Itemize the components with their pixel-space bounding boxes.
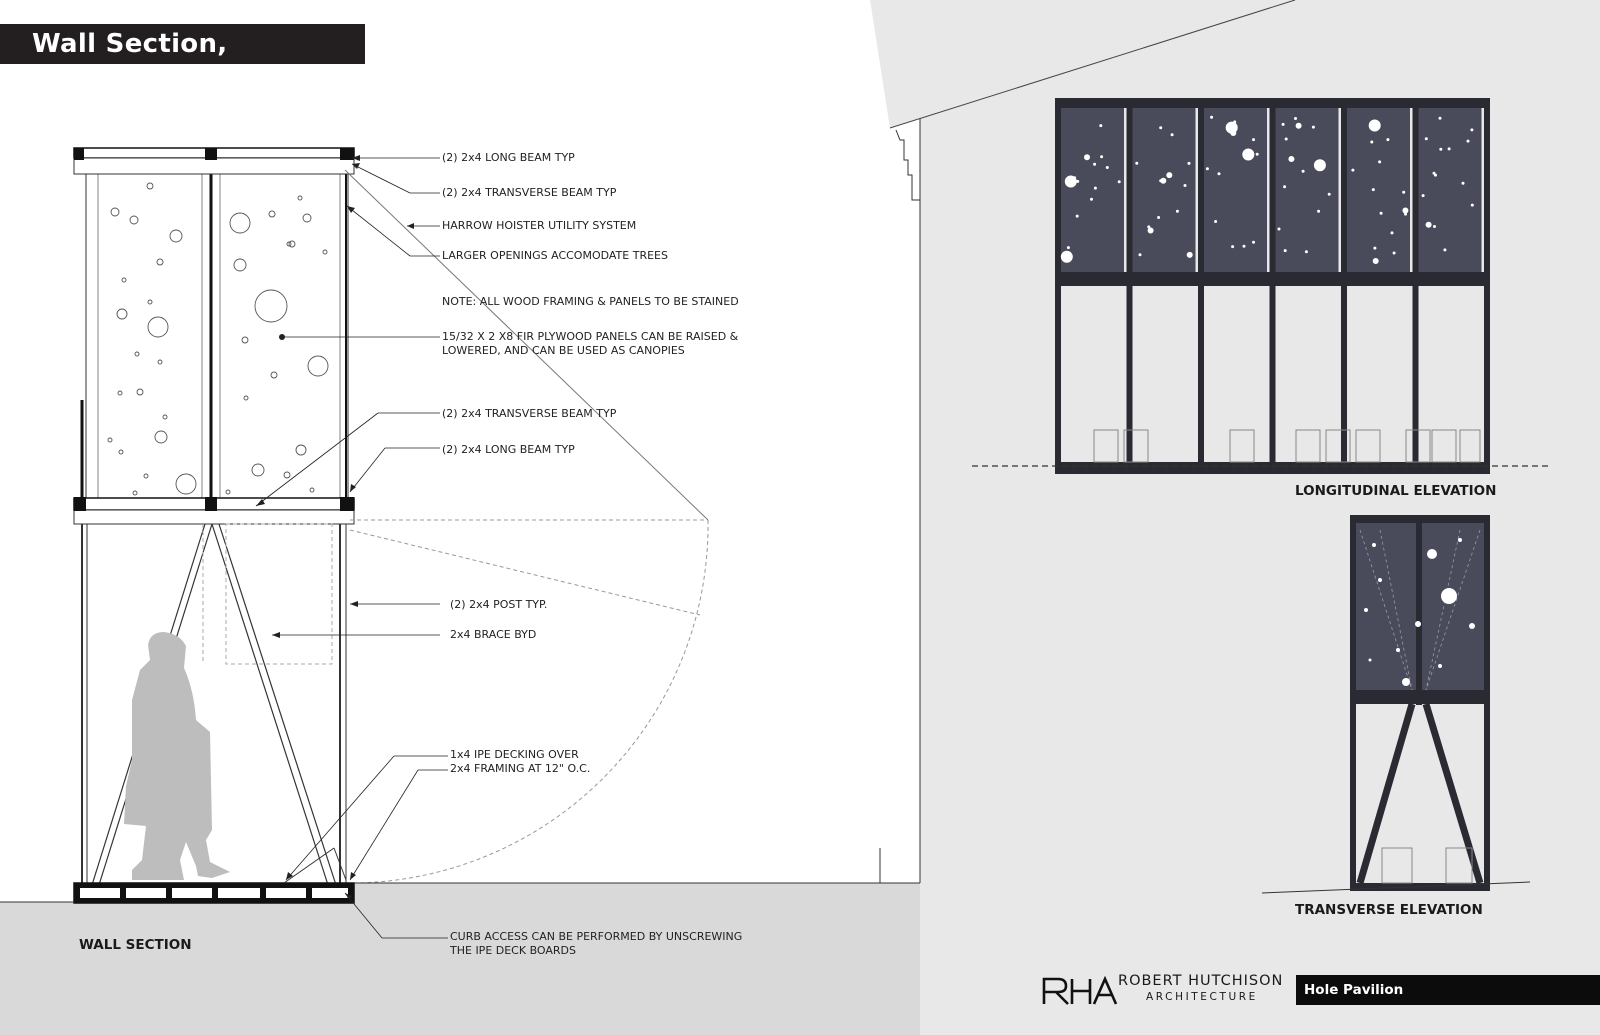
longitudinal-hole: [1090, 198, 1093, 201]
longitudinal-hole: [1233, 122, 1236, 125]
longitudinal-post: [1270, 98, 1276, 474]
longitudinal-hole: [1373, 258, 1379, 264]
longitudinal-hole: [1157, 216, 1160, 219]
longitudinal-hole: [1252, 138, 1255, 141]
longitudinal-panel: [1346, 108, 1410, 272]
longitudinal-hole: [1351, 169, 1354, 172]
longitudinal-hole: [1433, 225, 1436, 228]
longitudinal-hole: [1067, 246, 1070, 249]
firm-name: ROBERT HUTCHISON: [1118, 973, 1284, 989]
longitudinal-hole: [1443, 248, 1446, 251]
longitudinal-hole: [1076, 215, 1079, 218]
callout-stain-note: NOTE: ALL WOOD FRAMING & PANELS TO BE STAINED: [442, 295, 739, 308]
longitudinal-hole: [1386, 138, 1389, 141]
wall-section-label: WALL SECTION: [79, 937, 192, 953]
longitudinal-hole: [1402, 208, 1408, 214]
longitudinal-hole: [1439, 117, 1442, 120]
ground-band: [0, 883, 920, 1035]
longitudinal-hole: [1106, 166, 1109, 169]
longitudinal-hole: [1210, 116, 1213, 119]
longitudinal-elevation-label: LONGITUDINAL ELEVATION: [1295, 483, 1497, 499]
longitudinal-post: [1127, 98, 1133, 474]
longitudinal-hole: [1283, 185, 1286, 188]
longitudinal-hole: [1288, 156, 1294, 162]
longitudinal-hole: [1100, 155, 1103, 158]
longitudinal-hole: [1256, 153, 1259, 156]
longitudinal-panel: [1418, 108, 1482, 272]
longitudinal-hole: [1285, 138, 1288, 141]
longitudinal-hole: [1159, 179, 1162, 182]
longitudinal-post: [1413, 98, 1419, 474]
longitudinal-post: [1484, 98, 1490, 474]
longitudinal-hole: [1278, 228, 1281, 231]
longitudinal-hole: [1139, 253, 1142, 256]
callout-hoister: HARROW HOISTER UTILITY SYSTEM: [442, 219, 637, 232]
transverse-elevation-label: TRANSVERSE ELEVATION: [1295, 902, 1483, 918]
longitudinal-hole: [1422, 194, 1425, 197]
longitudinal-hole: [1188, 162, 1191, 165]
longitudinal-hole: [1166, 172, 1172, 178]
longitudinal-hole: [1467, 140, 1470, 143]
upper-panels: [82, 150, 348, 523]
longitudinal-elevation-drawing: [890, 0, 1600, 474]
longitudinal-hole: [1471, 204, 1474, 207]
callout-plywood: 15/32 X 2 X8 FIR PLYWOOD PANELS CAN BE RAISED & LOWERED, AND CAN BE USED AS CANOPIES: [442, 330, 739, 357]
longitudinal-hole: [1314, 159, 1326, 171]
longitudinal-hole: [1230, 130, 1236, 136]
project-name: Hole Pavilion: [1304, 982, 1404, 998]
longitudinal-hole: [1373, 247, 1376, 250]
longitudinal-hole: [1218, 172, 1221, 175]
firm-subtitle: ARCHITECTURE: [1146, 991, 1258, 1003]
longitudinal-hole: [1305, 250, 1308, 253]
longitudinal-hole: [1214, 220, 1217, 223]
longitudinal-hole: [1433, 172, 1436, 175]
longitudinal-hole: [1094, 187, 1097, 190]
longitudinal-hole: [1391, 231, 1394, 234]
callout-long-beam-top: (2) 2x4 LONG BEAM TYP: [442, 151, 575, 164]
longitudinal-hole: [1061, 251, 1073, 263]
longitudinal-hole: [1393, 252, 1396, 255]
longitudinal-hole: [1148, 228, 1154, 234]
longitudinal-panel: [1132, 108, 1196, 272]
longitudinal-hole: [1243, 245, 1246, 248]
longitudinal-hole: [1302, 170, 1305, 173]
callout-transverse-beam-top: (2) 2x4 TRANSVERSE BEAM TYP: [442, 186, 617, 199]
longitudinal-hole: [1312, 126, 1315, 129]
longitudinal-hole: [1380, 212, 1383, 215]
longitudinal-hole: [1402, 191, 1405, 194]
top-beam: [74, 148, 354, 174]
callout-openings: LARGER OPENINGS ACCOMODATE TREES: [442, 249, 668, 262]
longitudinal-hole: [1099, 124, 1102, 127]
longitudinal-hole: [1184, 184, 1187, 187]
longitudinal-hole: [1372, 188, 1375, 191]
longitudinal-hole: [1135, 162, 1138, 165]
longitudinal-post: [1341, 98, 1347, 474]
callout-transverse-beam-mid: (2) 2x4 TRANSVERSE BEAM TYP: [442, 407, 617, 420]
longitudinal-hole: [1252, 241, 1255, 244]
callout-curb: CURB ACCESS CAN BE PERFORMED BY UNSCREWING THE IPE DECK BOARDS: [450, 930, 743, 957]
longitudinal-hole: [1284, 249, 1287, 252]
longitudinal-hole: [1159, 126, 1162, 129]
longitudinal-hole: [1073, 176, 1076, 179]
longitudinal-hole: [1093, 163, 1096, 166]
longitudinal-hole: [1404, 213, 1407, 216]
longitudinal-hole: [1369, 120, 1381, 132]
longitudinal-hole: [1187, 252, 1193, 258]
longitudinal-hole: [1317, 210, 1320, 213]
transverse-benches: [1382, 848, 1472, 883]
longitudinal-hole: [1296, 123, 1302, 129]
page-title: Wall Section, Elevations: [0, 24, 365, 64]
longitudinal-hole: [1425, 137, 1428, 140]
longitudinal-panel: [1275, 108, 1339, 272]
longitudinal-benches: [1094, 430, 1480, 462]
mid-beam: [74, 497, 354, 524]
firm-logo: [1042, 973, 1292, 1005]
longitudinal-hole: [1242, 149, 1254, 161]
longitudinal-post: [1198, 98, 1204, 474]
project-title-bar: [1296, 975, 1600, 1005]
longitudinal-hole: [1378, 160, 1381, 163]
longitudinal-hole: [1328, 193, 1331, 196]
longitudinal-hole: [1448, 147, 1451, 150]
longitudinal-hole: [1439, 148, 1442, 151]
callout-decking: 1x4 IPE DECKING OVER 2x4 FRAMING AT 12" O.C.: [450, 748, 591, 775]
callout-post: (2) 2x4 POST TYP.: [450, 598, 548, 611]
longitudinal-hole: [1370, 141, 1373, 144]
callout-long-beam-mid: (2) 2x4 LONG BEAM TYP: [442, 443, 575, 456]
longitudinal-hole: [1084, 154, 1090, 160]
longitudinal-hole: [1118, 180, 1121, 183]
longitudinal-hole: [1171, 133, 1174, 136]
longitudinal-hole: [1206, 167, 1209, 170]
longitudinal-hole: [1470, 128, 1473, 131]
longitudinal-hole: [1426, 222, 1432, 228]
transverse-braces: [1360, 704, 1480, 883]
transverse-elevation-drawing: [1262, 515, 1530, 893]
callout-brace: 2x4 BRACE BYD: [450, 628, 537, 641]
longitudinal-hole: [1462, 182, 1465, 185]
longitudinal-hole: [1294, 117, 1297, 120]
longitudinal-hole: [1231, 245, 1234, 248]
longitudinal-post: [1055, 98, 1061, 474]
longitudinal-hole: [1282, 123, 1285, 126]
longitudinal-hole: [1176, 210, 1179, 213]
